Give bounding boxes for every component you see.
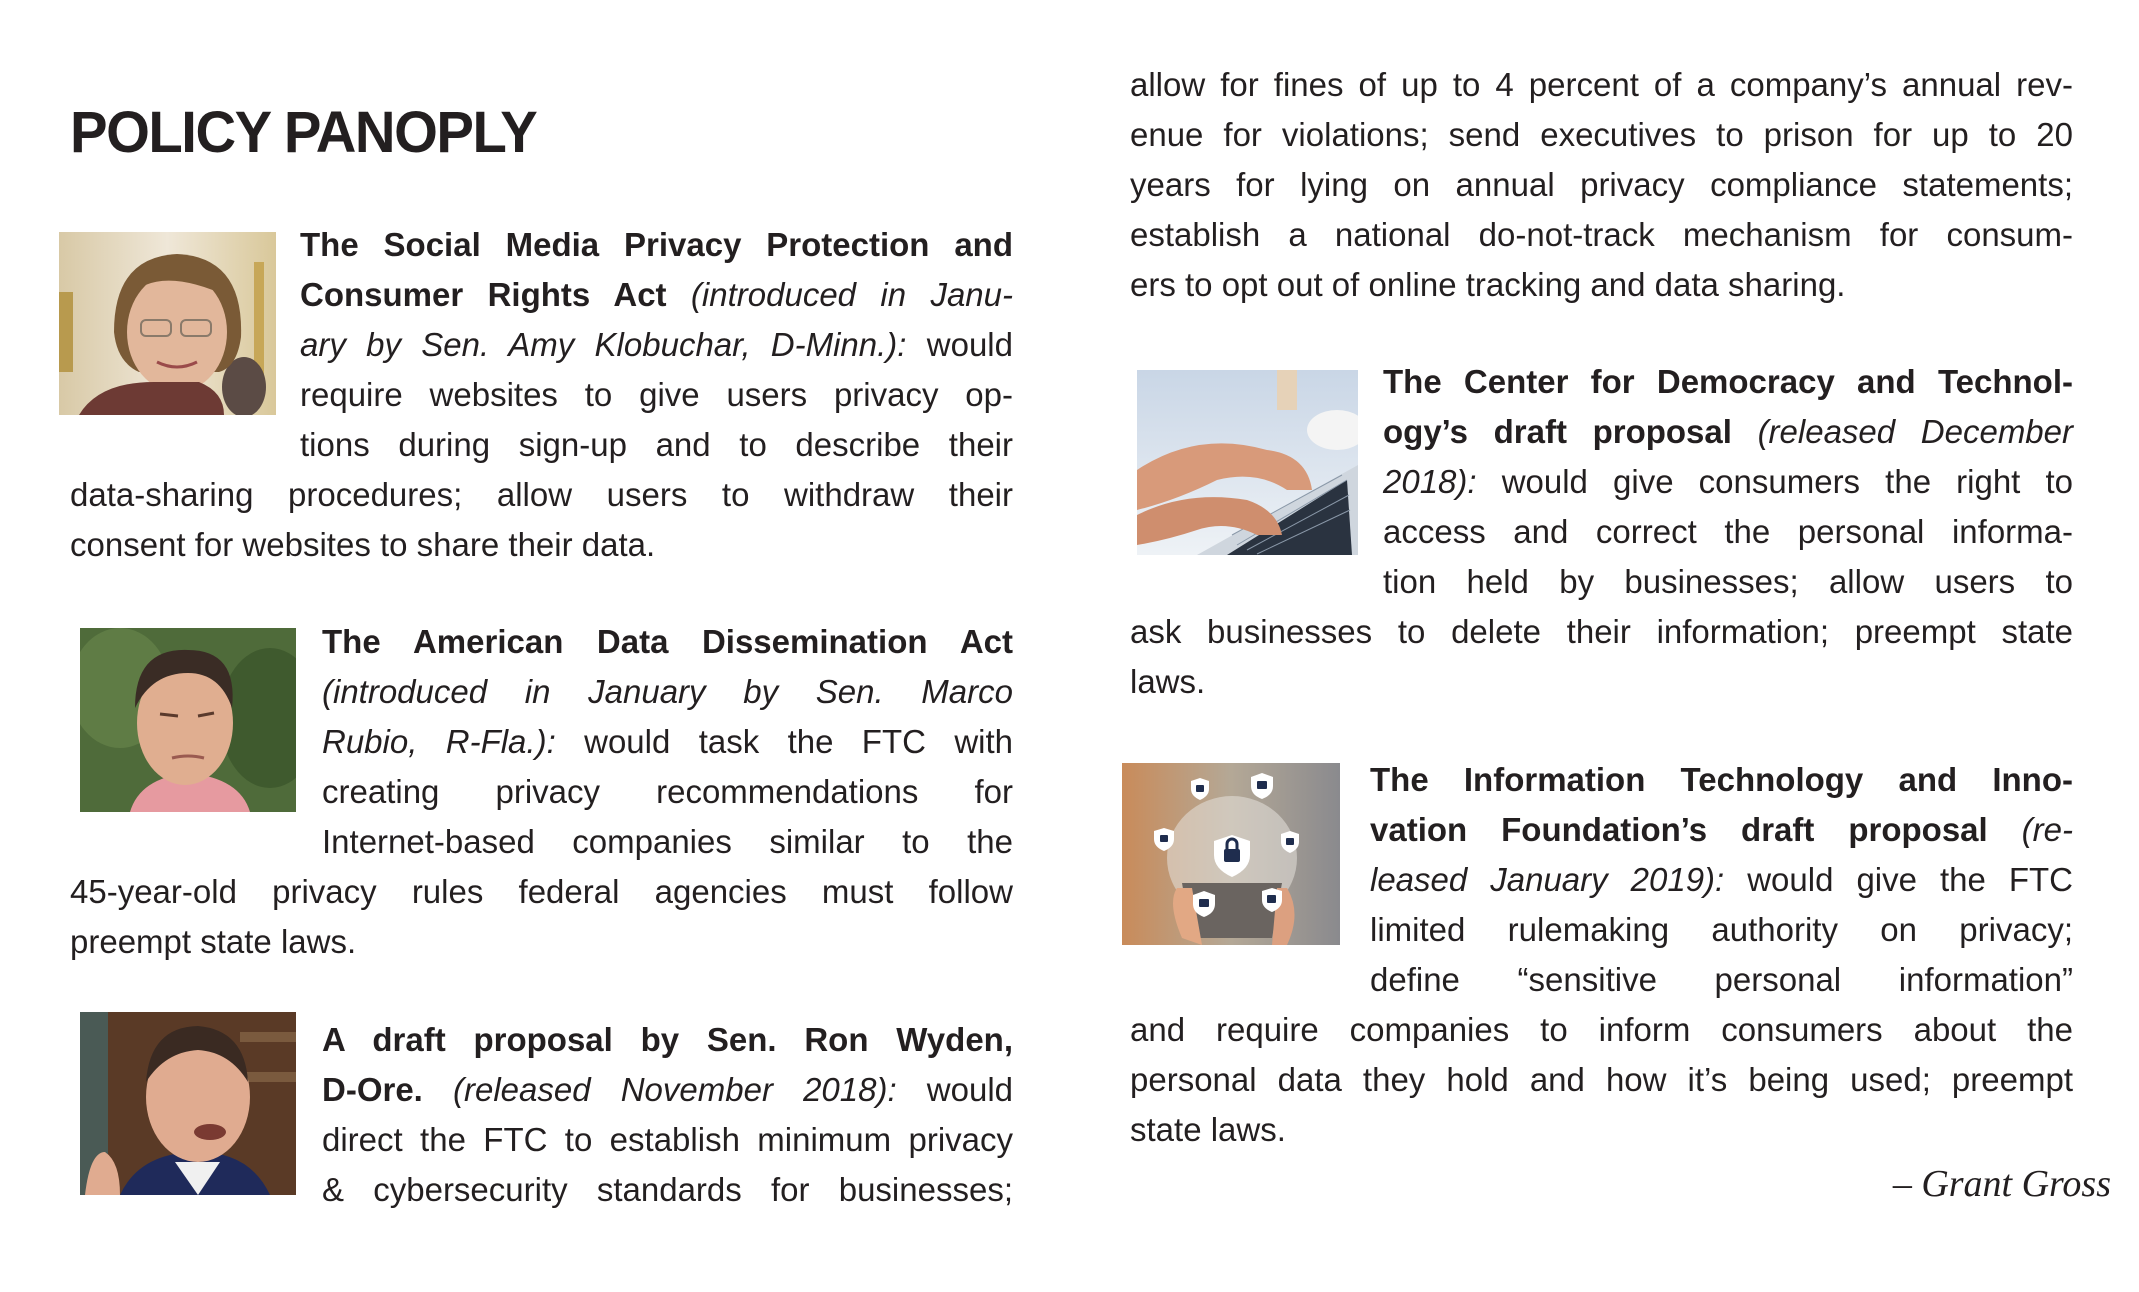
text-line [322, 717, 1013, 767]
entry-text: enue for violations; send executives to prison for up to 20 [1130, 116, 2073, 153]
entry-text: and require companies to inform consumers about the [1130, 1011, 2073, 1048]
photo-amy-klobuchar [59, 232, 276, 415]
entry-title: The Social Media Privacy Protection and [300, 226, 1013, 263]
photo-marco-rubio [80, 628, 296, 812]
byline: – Grant Gross [1892, 1163, 2111, 1205]
entry-text: & cybersecurity standards for businesses; [322, 1171, 1013, 1208]
text-line [1383, 507, 2073, 557]
entry-title: Consumer Rights Act [300, 276, 691, 313]
entry-title: ogy’s draft proposal [1383, 413, 1758, 450]
entry-text: require websites to give users privacy op- [300, 376, 1013, 413]
text-line [1130, 160, 2073, 210]
text-line [322, 1115, 1013, 1165]
text-line [1383, 557, 2073, 607]
text-line [1383, 357, 2073, 407]
text-line [1130, 1105, 2073, 1155]
entry-attribution: leased January 2019): [1370, 861, 1748, 898]
entry-title: The Center for Democracy and Technol- [1383, 363, 2073, 400]
entry-text: personal data they hold and how it’s being used; preempt [1130, 1061, 2073, 1098]
entry-text: Internet-based companies similar to the [322, 823, 1013, 860]
text-line [300, 420, 1013, 470]
text-line [322, 1015, 1013, 1065]
entry-text: would task the FTC with [584, 723, 1014, 760]
text-line [322, 667, 1013, 717]
text-line [70, 867, 1013, 917]
entry-text: ask businesses to delete their information; preempt state [1130, 613, 2073, 650]
text-line [70, 520, 1013, 570]
text-line [300, 370, 1013, 420]
text-line [1130, 210, 2073, 260]
entry-attribution: (released November 2018): [453, 1071, 927, 1108]
text-line [300, 320, 1013, 370]
text-line [1370, 805, 2073, 855]
photo-ron-wyden [80, 1012, 296, 1195]
text-line [1370, 855, 2073, 905]
text-line [1370, 905, 2073, 955]
entry-text: define “sensitive personal information” [1370, 961, 2073, 998]
text-line [1130, 1005, 2073, 1055]
text-line [1383, 407, 2073, 457]
entry-text: consent for websites to share their data. [70, 526, 656, 563]
entry-text: would [926, 1071, 1014, 1108]
entry-attribution: ary by Sen. Amy Klobuchar, D-Minn.): [300, 326, 927, 363]
text-line [1130, 110, 2073, 160]
entry-text: 45-year-old privacy rules federal agencies must follow [70, 873, 1013, 910]
text-line [1370, 755, 2073, 805]
entry-attribution: (introduced in Janu- [690, 276, 1013, 313]
entry-text: tion held by businesses; allow users to [1383, 563, 2073, 600]
text-line [322, 1065, 1013, 1115]
text-line [1130, 60, 2073, 110]
entry-attribution: (re- [2021, 811, 2073, 848]
entry-attribution: Rubio, R-Fla.): [322, 723, 585, 760]
entry-text: data-sharing procedures; allow users to withdraw their [70, 476, 1013, 513]
entry-text: establish a national do-not-track mechanism for consum- [1130, 216, 2073, 253]
entry-text: would give consumers the right to [1501, 463, 2073, 500]
entry-text: allow for fines of up to 4 percent of a company’s annual rev- [1130, 66, 2073, 103]
entry-text: laws. [1130, 663, 1206, 700]
text-line [1130, 607, 2073, 657]
entry-text: preempt state laws. [70, 923, 357, 960]
entry-text: direct the FTC to establish minimum privacy [322, 1121, 1013, 1158]
entry-title: The Information Technology and Inno- [1370, 761, 2073, 798]
text-line [322, 767, 1013, 817]
text-line [1130, 260, 2073, 310]
entry-title: vation Foundation’s draft proposal [1370, 811, 2022, 848]
entry-text: would [926, 326, 1013, 363]
entry-text: access and correct the personal informa- [1383, 513, 2073, 550]
text-line [1383, 457, 2073, 507]
section-heading: POLICY PANOPLY [70, 100, 537, 165]
entry-title: A draft proposal by Sen. Ron Wyden, [322, 1021, 1013, 1058]
text-line [300, 220, 1013, 270]
entry-title: The American Data Dissemination Act [322, 623, 1013, 660]
text-line [300, 270, 1013, 320]
entry-attribution: 2018): [1383, 463, 1502, 500]
text-line [1130, 657, 2073, 707]
entry-text: limited rulemaking authority on privacy; [1370, 911, 2073, 948]
entry-text: years for lying on annual privacy compliance statements; [1130, 166, 2073, 203]
text-line [322, 1165, 1013, 1215]
entry-text: ers to opt out of online tracking and data sharing. [1130, 266, 1846, 303]
photo-phone-lock-icons [1122, 763, 1340, 945]
text-line [322, 617, 1013, 667]
text-line [322, 817, 1013, 867]
text-line [1130, 1055, 2073, 1105]
entry-attribution: (introduced in January by Sen. Marco [322, 673, 1013, 710]
entry-text: state laws. [1130, 1111, 1286, 1148]
photo-laptop-typing [1137, 370, 1358, 555]
entry-text: tions during sign-up and to describe their [300, 426, 1013, 463]
entry-text: creating privacy recommendations for [322, 773, 1013, 810]
text-line [70, 917, 1013, 967]
entry-text: would give the FTC [1747, 861, 2073, 898]
entry-attribution: (released December [1757, 413, 2073, 450]
text-line [1370, 955, 2073, 1005]
text-line [70, 470, 1013, 520]
entry-title: D-Ore. [322, 1071, 453, 1108]
